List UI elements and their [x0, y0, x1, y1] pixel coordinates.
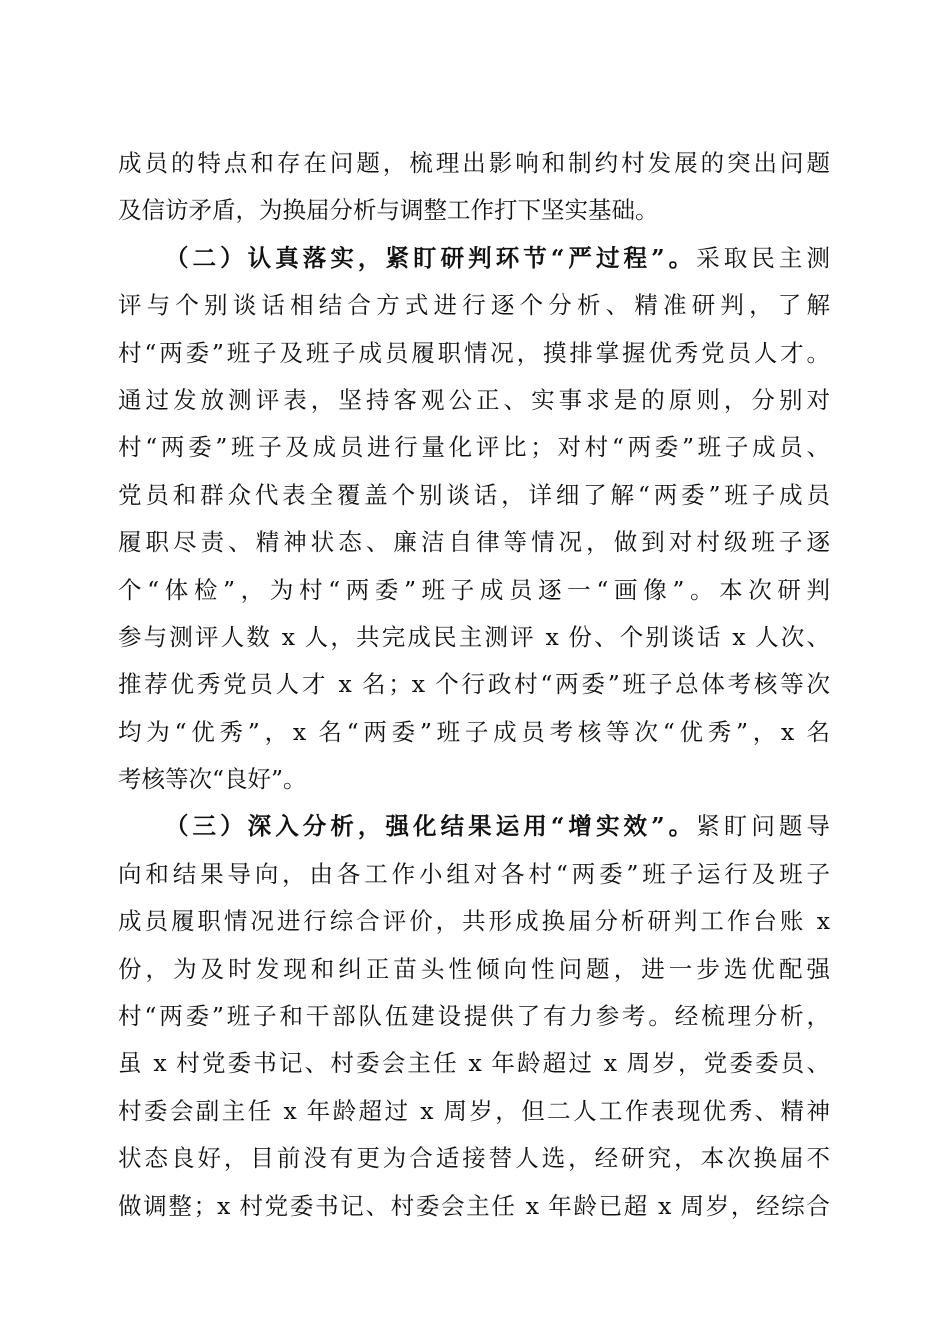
paragraph-2-line-4: 通过发放测评表，坚持客观公正、实事求是的原则，分别对 — [118, 385, 830, 414]
section-heading-3: （三）深入分析，强化结果运用“增实效”。 — [165, 812, 697, 841]
paragraph-2-line-5: 村“两委”班子及成员进行量化评比；对村“两委”班子成员、 — [118, 433, 830, 462]
body-text — [118, 140, 830, 1230]
paragraph-1-line-1: 成员的特点和存在问题，梳理出影响和制约村发展的突出问题 — [118, 149, 830, 177]
paragraph-2-line-9: 参与测评人数 x 人，共完成民主测评 x 份、个别谈话 x 人次、 — [118, 622, 830, 651]
paragraph-3-line-5: 村“两委”班子和干部队伍建设提供了有力参考。经梳理分析， — [118, 1002, 830, 1031]
paragraph-3-line-6: 虽 x 村党委书记、村委会主任 x 年龄超过 x 周岁，党委委员、 — [118, 1049, 830, 1078]
paragraph-2-lead-text: 采取民主测 — [696, 243, 830, 272]
paragraph-2-line-2: 评与个别谈话相结合方式进行逐个分析、精准研判，了解 — [118, 291, 830, 320]
paragraph-2-line-6: 党员和群众代表全覆盖个别谈话，详细了解“两委”班子成员 — [118, 480, 830, 509]
paragraph-2-line-8: 个“体检”，为村“两委”班子成员逐一“画像”。本次研判 — [118, 575, 830, 604]
paragraph-2-line-3: 村“两委”班子及班子成员履职情况，摸排掌握优秀党员人才。 — [118, 338, 830, 367]
paragraph-3-line-1 — [118, 803, 830, 850]
paragraph-3-line-8: 状态良好，目前没有更为合适接替人选，经研究，本次换届不 — [118, 1144, 830, 1173]
paragraph-3-lead-text: 紧盯问题导 — [696, 812, 830, 841]
paragraph-2-line-10: 推荐优秀党员人才 x 名；x 个行政村“两委”班子总体考核等次 — [118, 670, 830, 699]
section-heading-2: （二）认真落实，紧盯研判环节“严过程”。 — [165, 243, 697, 272]
paragraph-2-line-7: 履职尽责、精神状态、廉洁自律等情况，做到对村级班子逐 — [118, 528, 830, 557]
paragraph-3-line-3: 成员履职情况进行综合评价，共形成换届分析研判工作台账 x — [118, 907, 830, 936]
paragraph-3-line-2: 向和结果导向，由各工作小组对各村“两委”班子运行及班子 — [118, 859, 830, 888]
paragraph-2-line-1 — [118, 235, 830, 282]
paragraph-3-line-9: 做调整；x 村党委书记、村委会主任 x 年龄已超 x 周岁，经综合 — [118, 1191, 830, 1220]
paragraph-3-line-4: 份，为及时发现和纠正苗头性倾向性问题，进一步选优配强 — [118, 954, 830, 983]
paragraph-2-line-11: 均为“优秀”，x 名“两委”班子成员考核等次“优秀”，x 名 — [118, 717, 830, 746]
paragraph-1-line-2: 及信访矛盾，为换届分析与调整工作打下坚实基础。 — [118, 196, 659, 225]
paragraph-2-line-12: 考核等次“良好”。 — [118, 765, 307, 794]
paragraph-3-line-7: 村委会副主任 x 年龄超过 x 周岁，但二人工作表现优秀、精神 — [118, 1096, 830, 1125]
